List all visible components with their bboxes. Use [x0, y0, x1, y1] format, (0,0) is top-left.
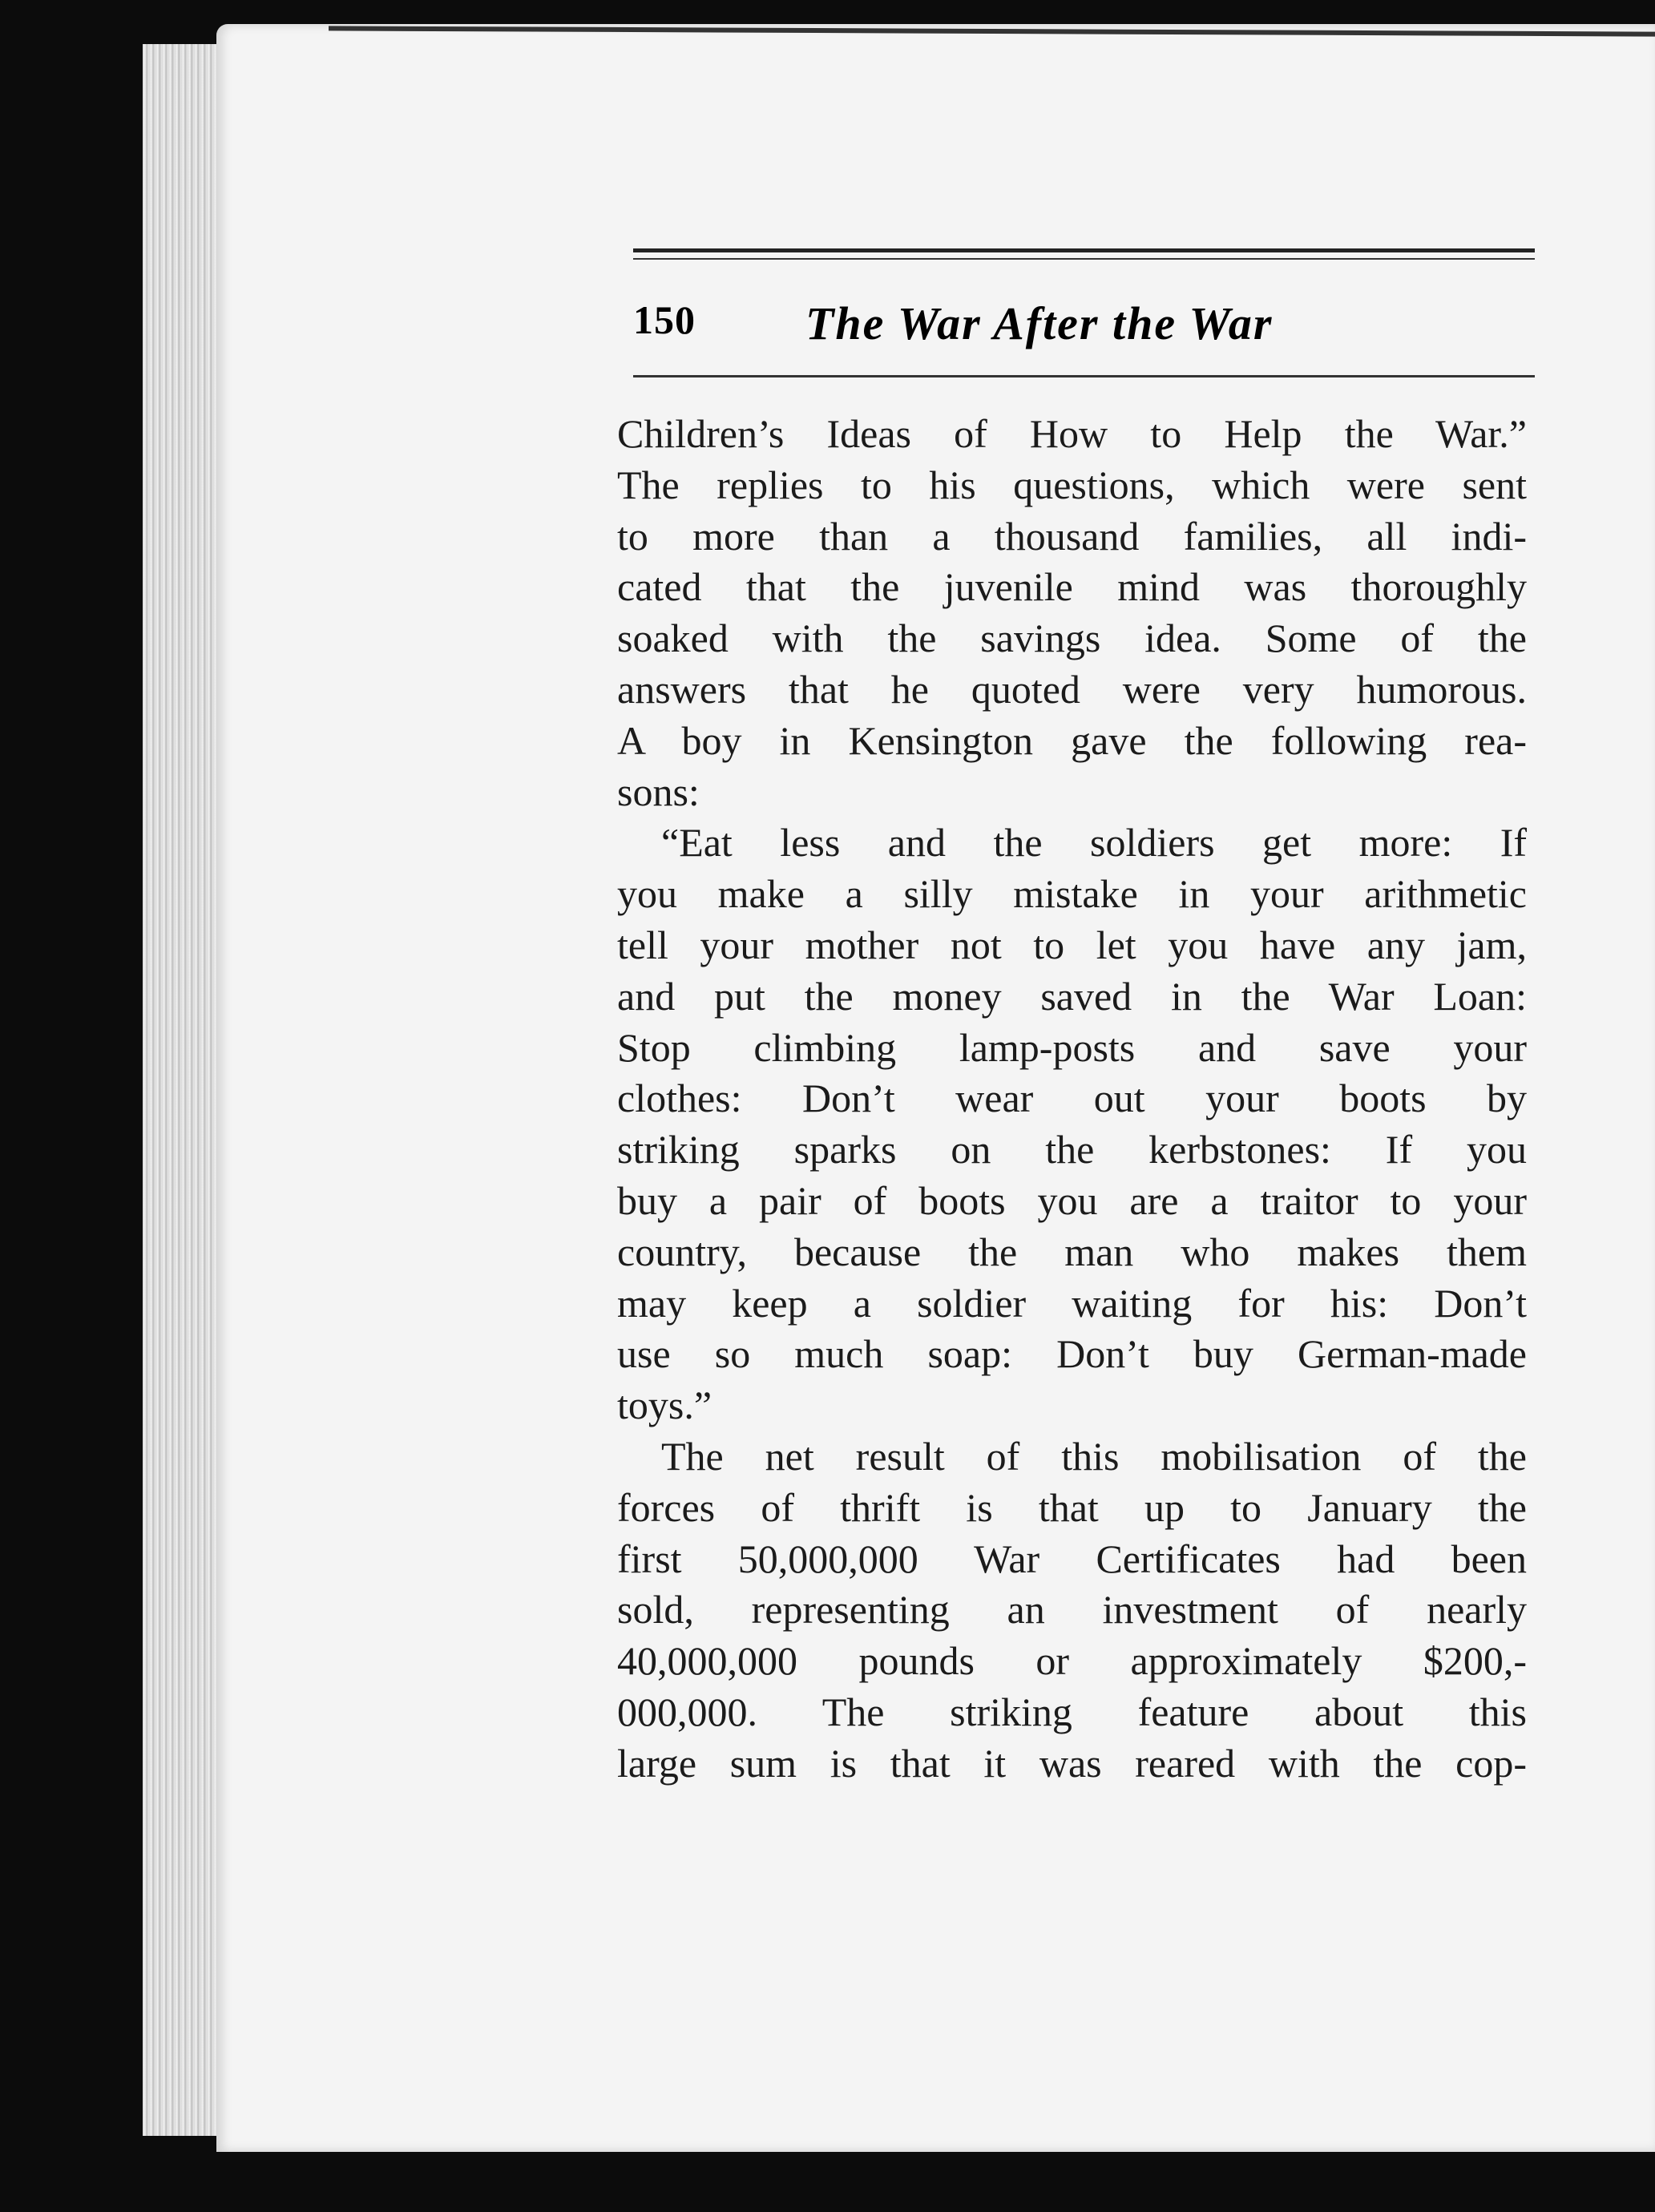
text-line: 40,000,000 pounds or approximately $200,-: [617, 1638, 1527, 1684]
text-line: striking sparks on the kerbstones: If you: [617, 1127, 1527, 1173]
header-rule-thick: [633, 248, 1535, 252]
page-stack-edge: [143, 44, 223, 2136]
header-underline: [633, 375, 1535, 377]
text-line: and put the money saved in the War Loan:: [617, 973, 1527, 1019]
text-line: “Eat less and the soldiers get more: If: [661, 820, 1527, 866]
text-line: toys.”: [617, 1382, 712, 1428]
text-line: A boy in Kensington gave the following rea-: [617, 717, 1527, 763]
text-line: 000,000. The striking feature about this: [617, 1689, 1527, 1734]
running-head: [633, 297, 1535, 353]
text-line: Stop climbing lamp-posts and save your: [617, 1024, 1527, 1070]
text-line: soaked with the savings idea. Some of the: [617, 616, 1527, 661]
text-line: you make a silly mistake in your arithmetic: [617, 871, 1527, 917]
header-rule-thin: [633, 258, 1535, 260]
text-line: Children’s Ideas of How to Help the War.”: [617, 411, 1527, 456]
page-number: 150: [633, 297, 696, 342]
text-line: forces of thrift is that up to January the: [617, 1484, 1527, 1530]
text-line: country, because the man who makes them: [617, 1229, 1527, 1274]
text-line: answers that he quoted were very humorous.: [617, 666, 1527, 712]
text-line: The net result of this mobilisation of the: [661, 1433, 1527, 1479]
text-line: large sum is that it was reared with the cop-: [617, 1740, 1527, 1786]
text-line: tell your mother not to let you have any jam,: [617, 922, 1527, 967]
text-line: buy a pair of boots you are a traitor to your: [617, 1177, 1527, 1223]
text-line: first 50,000,000 War Certificates had been: [617, 1536, 1527, 1581]
text-line: The replies to his questions, which were sent: [617, 462, 1527, 507]
body-text: [617, 409, 1527, 1790]
text-line: sold, representing an investment of nearly: [617, 1587, 1527, 1633]
text-line: cated that the juvenile mind was thoroughly: [617, 564, 1527, 610]
text-line: clothes: Don’t wear out your boots by: [617, 1076, 1527, 1121]
text-line: use so much soap: Don’t buy German-made: [617, 1331, 1527, 1377]
text-line: sons:: [617, 769, 700, 814]
text-line: may keep a soldier waiting for his: Don’t: [617, 1280, 1527, 1326]
running-title: The War After the War: [805, 297, 1274, 349]
text-line: to more than a thousand families, all indi-: [617, 513, 1527, 559]
